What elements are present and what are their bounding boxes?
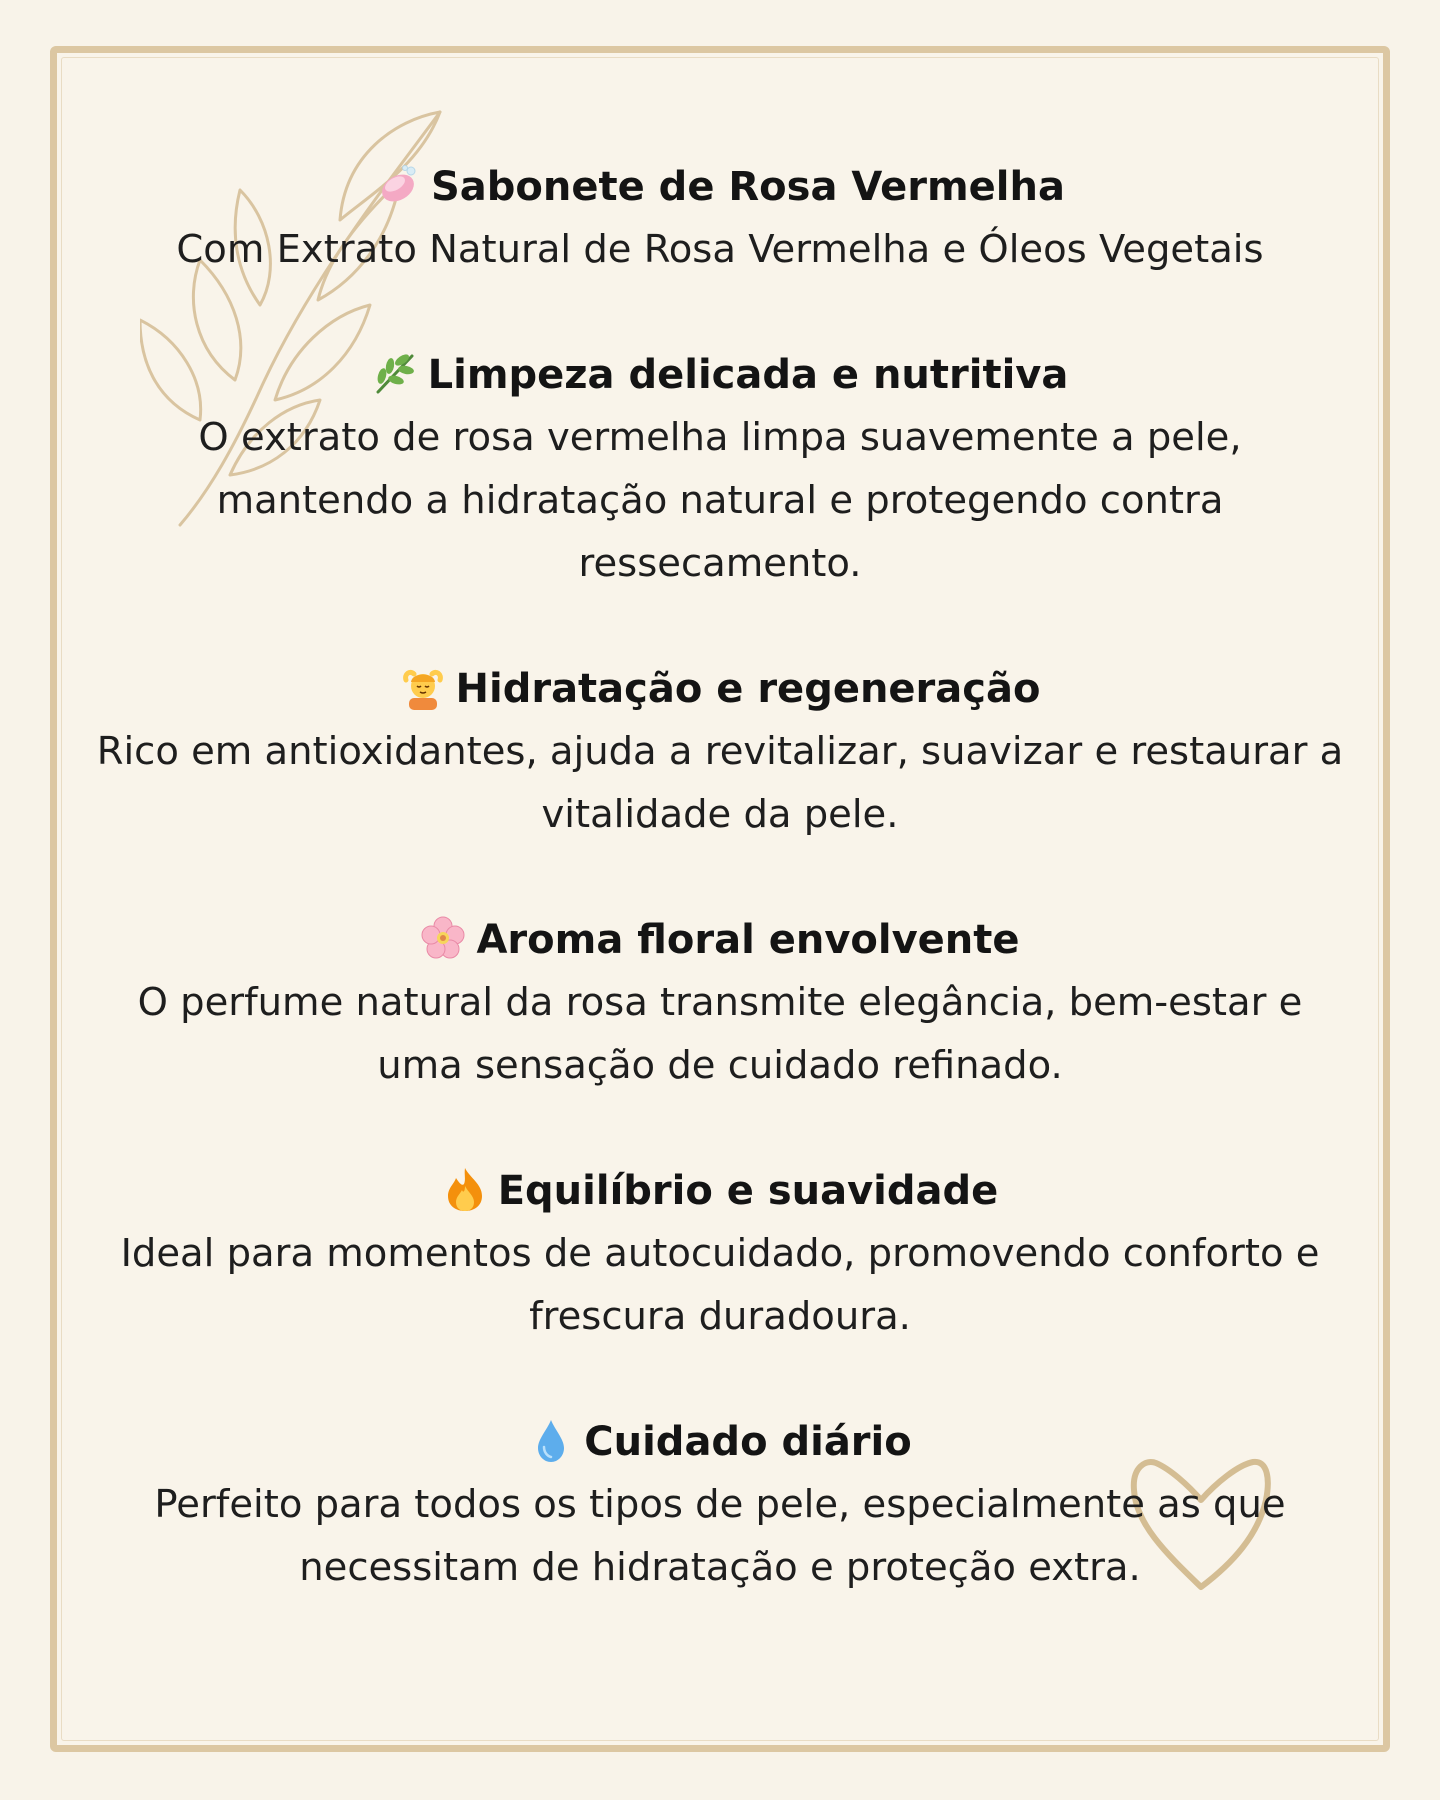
section-title-text: Hidratação e regeneração [455, 666, 1041, 712]
section-daily-care [60, 1411, 1380, 1599]
section-heading [60, 1160, 1380, 1222]
section-body-line: Rico em antioxidantes, ajuda a revitalizar, suavizar e restaurar a [96, 729, 1344, 774]
section-body-line: frescura duradoura. [529, 1294, 911, 1339]
section-body-line: O extrato de rosa vermelha limpa suavemente a pele, [198, 415, 1242, 460]
face-massage-icon [400, 664, 446, 710]
section-heading [60, 344, 1380, 406]
section-title-text: Sabonete de Rosa Vermelha [430, 164, 1065, 210]
section-heading [60, 658, 1380, 720]
section-title-text: Equilíbrio e suavidade [497, 1168, 999, 1214]
section-heading [60, 1411, 1380, 1473]
section-title-text: Aroma floral envolvente [476, 917, 1020, 963]
section-body-line: Perfeito para todos os tipos de pele, especialmente as que [154, 1482, 1286, 1527]
section-body-line: Ideal para momentos de autocuidado, promovendo conforto e [120, 1231, 1320, 1276]
section-body-line: necessitam de hidratação e proteção extra. [299, 1545, 1141, 1590]
section-title-text: Cuidado diário [584, 1419, 912, 1465]
section-body-line: ressecamento. [578, 541, 862, 586]
droplet-icon [528, 1417, 574, 1463]
section-heading [60, 909, 1380, 971]
section-balance [60, 1160, 1380, 1348]
section-hydration [60, 658, 1380, 846]
section-cleansing [60, 344, 1380, 595]
soap-icon [375, 162, 421, 208]
section-aroma [60, 909, 1380, 1097]
fire-icon [442, 1166, 488, 1212]
section-body-line: vitalidade da pele. [541, 792, 899, 837]
herb-icon [372, 350, 418, 396]
section-body-text: Com Extrato Natural de Rosa Vermelha e Óleos Vegetais [176, 227, 1264, 272]
section-body-line: O perfume natural da rosa transmite elegância, bem-estar e [137, 980, 1303, 1025]
section-body-line: mantendo a hidratação natural e protegendo contra [216, 478, 1224, 523]
section-product-title [60, 156, 1380, 281]
section-body-line: uma sensação de cuidado refinado. [377, 1043, 1063, 1088]
section-title-text: Limpeza delicada e nutritiva [427, 352, 1069, 398]
cherry-blossom-icon [420, 915, 466, 961]
section-heading [60, 156, 1380, 218]
